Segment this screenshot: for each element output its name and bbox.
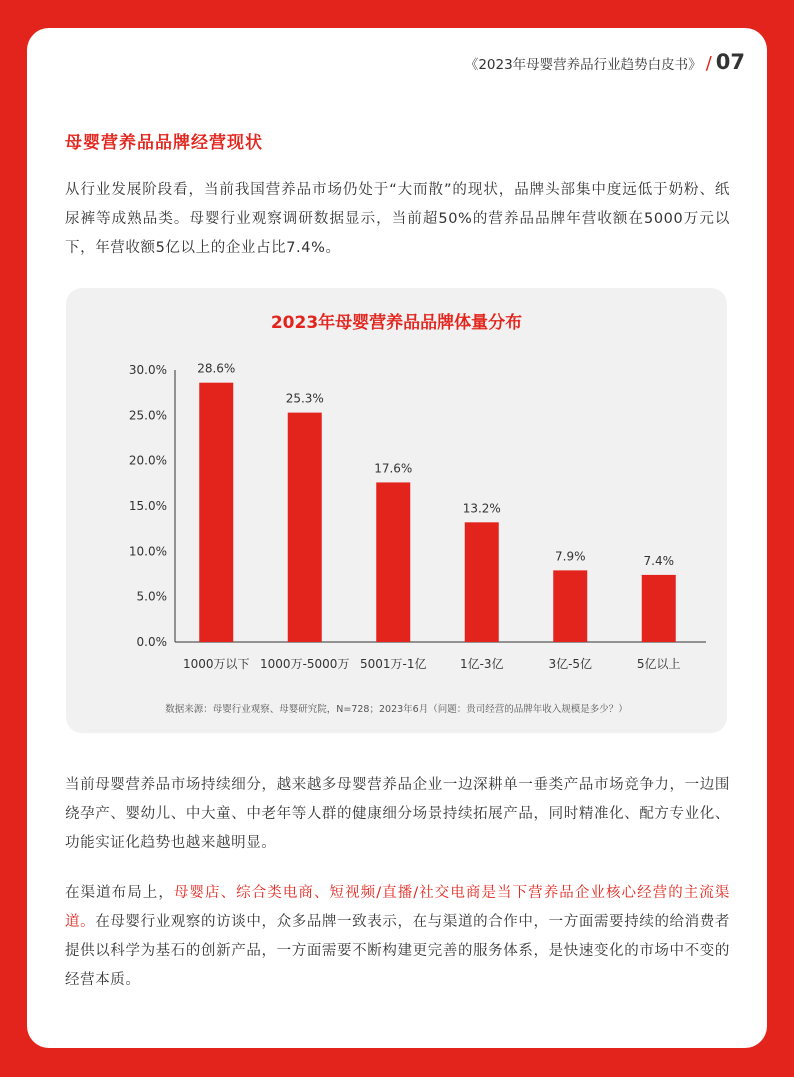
y-tick-label: 30.0% [128, 363, 167, 377]
bar [642, 575, 676, 642]
bar-chart [66, 288, 727, 688]
section-title: 母婴营养品品牌经营现状 [65, 133, 263, 153]
chart-source: 数据来源：母婴行业观察、母婴研究院，N=728；2023年6月（问题：贵司经营的品牌年收入规模是多少？） [165, 704, 628, 715]
x-tick-label: 1000万-5000万 [260, 657, 350, 671]
y-tick-label: 25.0% [128, 408, 167, 423]
data-label: 28.6% [197, 361, 236, 376]
x-tick-label: 1亿-3亿 [459, 657, 504, 671]
bar [199, 383, 233, 642]
bar [465, 522, 499, 642]
intro-paragraph: 从行业发展阶段看，当前我国营养品市场仍处于“大而散”的现状，品牌头部集中度远低于奶粉、纸尿裤等成熟品类。母婴行业观察调研数据显示，当前超50%的营养品品牌年营收额在5000万元以下，年营收额5亿以上的企业占比7.4%。 [65, 182, 730, 256]
data-label: 25.3% [285, 391, 324, 406]
y-tick-label: 0.0% [136, 635, 167, 649]
chart-title: 2023年母婴营养品品牌体量分布 [270, 313, 523, 333]
bar-chart-panel [66, 288, 727, 733]
bar [288, 413, 322, 642]
y-tick-label: 10.0% [128, 544, 167, 559]
x-tick-label: 5001万-1亿 [359, 657, 427, 671]
x-tick-label: 3亿-5亿 [548, 657, 593, 671]
channel-text-end: 在母婴行业观察的访谈中，众多品牌一致表示，在与渠道的合作中，一方面需要持续的给消费者提供以科学为基石的创新产品，一方面需要不断构建更完善的服务体系，是快速变化的市场中不变的经营本质。 [65, 914, 730, 988]
page-number: 07 [715, 50, 745, 74]
x-tick-label: 1000万以下 [182, 657, 250, 671]
y-tick-label: 5.0% [136, 589, 167, 604]
page-header [465, 50, 745, 74]
data-label: 17.6% [374, 461, 413, 476]
page [27, 28, 767, 1048]
channel-paragraph [65, 879, 730, 995]
header-divider: / [705, 53, 712, 74]
channel-text-start: 在渠道布局上， [65, 885, 174, 901]
y-tick-label: 20.0% [128, 453, 167, 468]
data-label: 7.4% [643, 553, 674, 568]
data-label: 13.2% [462, 501, 501, 516]
report-title: 《2023年母婴营养品行业趋势白皮书》 [464, 57, 702, 73]
bar [376, 482, 410, 642]
x-tick-label: 5亿以上 [636, 657, 681, 671]
channel-highlight: 母婴店、综合类电商、短视频/直播/社交电商是当下营养品企业核心经营的主流渠道。 [65, 885, 731, 930]
data-label: 7.9% [555, 549, 586, 564]
market-paragraph: 当前母婴营养品市场持续细分，越来越多母婴营养品企业一边深耕单一垂类产品市场竞争力，一边围绕孕产、婴幼儿、中大童、中老年等人群的健康细分场景持续拓展产品，同时精准化、配方专业化、功能实证化趋势也越来越明显。 [65, 777, 730, 851]
bar [553, 570, 587, 642]
y-tick-label: 15.0% [128, 499, 167, 513]
